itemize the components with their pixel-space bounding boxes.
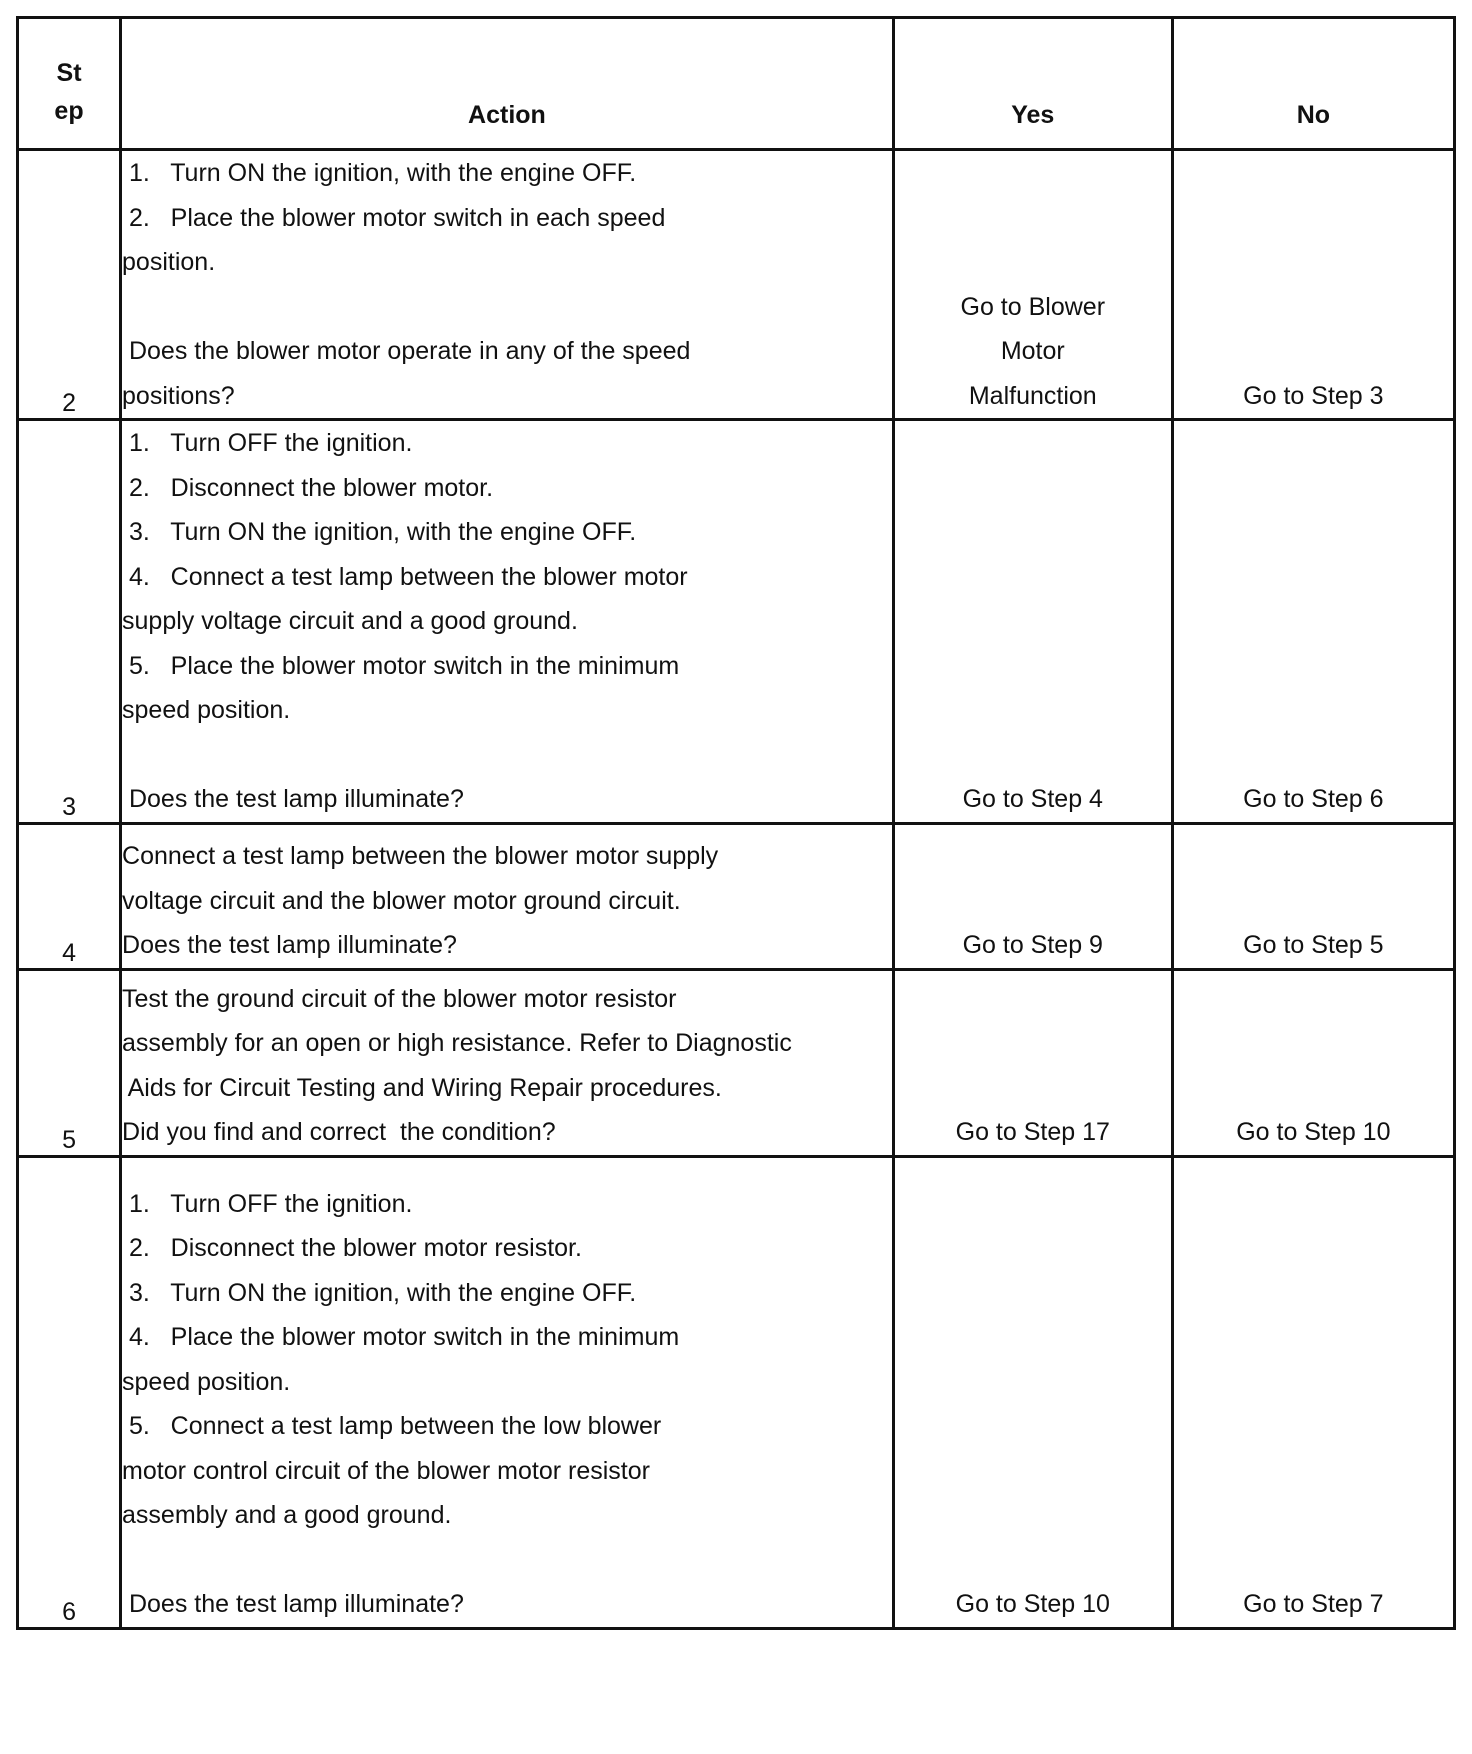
action-line: position. xyxy=(122,248,216,276)
action-cell xyxy=(121,1156,894,1628)
header-yes: Yes xyxy=(893,18,1172,150)
action-cell xyxy=(121,969,894,1156)
no-cell: Go to Step 5 xyxy=(1172,823,1454,969)
diagnostic-table xyxy=(16,16,1456,1630)
action-line-gap xyxy=(122,1538,892,1583)
action-line: supply voltage circuit and a good ground. xyxy=(122,607,578,635)
action-line: voltage circuit and the blower motor ground circuit. xyxy=(122,886,681,915)
header-no: No xyxy=(1172,18,1454,150)
action-line: 2. Place the blower motor switch in each speed xyxy=(122,203,666,232)
action-line: speed position. xyxy=(122,1367,291,1396)
action-line: assembly for an open or high resistance. Refer to Diagnostic xyxy=(122,1029,792,1057)
header-step xyxy=(18,18,121,150)
yes-cell: Go to Step 17 xyxy=(893,969,1172,1156)
no-cell: Go to Step 3 xyxy=(1172,150,1454,420)
action-line: 2. Disconnect the blower motor. xyxy=(122,473,494,502)
action-line: positions? xyxy=(122,381,235,410)
action-line: 2. Disconnect the blower motor resistor. xyxy=(122,1234,582,1262)
header-step-line2: ep xyxy=(54,97,84,125)
step-number: 6 xyxy=(18,1156,121,1628)
action-line: Did you find and correct the condition? xyxy=(122,1118,556,1146)
action-line: Does the test lamp illuminate? xyxy=(122,1590,464,1618)
table-row xyxy=(18,823,1455,969)
action-line: 5. Connect a test lamp between the low blower xyxy=(122,1412,662,1440)
action-line: Test the ground circuit of the blower motor resistor xyxy=(122,984,677,1013)
action-cell xyxy=(121,420,894,824)
action-cell xyxy=(121,823,894,969)
table-row xyxy=(18,420,1455,824)
yes-line: Malfunction xyxy=(968,381,1097,410)
action-line: 4. Place the blower motor switch in the minimum xyxy=(122,1323,680,1351)
table-row xyxy=(18,1156,1455,1628)
action-line: motor control circuit of the blower motor resistor xyxy=(122,1456,650,1485)
header-row xyxy=(18,18,1455,150)
no-cell: Go to Step 10 xyxy=(1172,969,1454,1156)
action-line: speed position. xyxy=(122,696,291,724)
yes-cell xyxy=(893,150,1172,420)
header-action: Action xyxy=(121,18,894,150)
yes-cell: Go to Step 9 xyxy=(893,823,1172,969)
action-line: Connect a test lamp between the blower motor supply xyxy=(122,842,719,870)
step-number: 4 xyxy=(18,823,121,969)
yes-line: Go to Blower xyxy=(960,292,1106,321)
action-line: Does the test lamp illuminate? xyxy=(122,785,464,813)
header-step-line1: St xyxy=(56,59,82,87)
action-line-gap xyxy=(122,733,892,778)
action-line: 3. Turn ON the ignition, with the engine OFF. xyxy=(122,518,637,546)
no-cell: Go to Step 6 xyxy=(1172,420,1454,824)
action-line: 1. Turn OFF the ignition. xyxy=(122,429,413,457)
yes-cell: Go to Step 10 xyxy=(893,1156,1172,1628)
action-line: Does the test lamp illuminate? xyxy=(122,931,457,959)
yes-line: Motor xyxy=(1000,337,1065,365)
action-line: Does the blower motor operate in any of the speed xyxy=(122,337,691,365)
step-number: 5 xyxy=(18,969,121,1156)
action-line: assembly and a good ground. xyxy=(122,1501,452,1529)
action-line-gap xyxy=(122,285,892,330)
step-number: 2 xyxy=(18,150,121,420)
action-line: 3. Turn ON the ignition, with the engine OFF. xyxy=(122,1278,637,1307)
action-cell xyxy=(121,150,894,420)
step-number: 3 xyxy=(18,420,121,824)
action-line: 4. Connect a test lamp between the blower motor xyxy=(122,562,688,591)
action-line: 5. Place the blower motor switch in the minimum xyxy=(122,651,680,680)
no-cell: Go to Step 7 xyxy=(1172,1156,1454,1628)
action-line: 1. Turn OFF the ignition. xyxy=(122,1189,413,1218)
action-line: 1. Turn ON the ignition, with the engine OFF. xyxy=(122,159,637,187)
table-row xyxy=(18,150,1455,420)
action-line: Aids for Circuit Testing and Wiring Repair procedures. xyxy=(122,1073,722,1102)
yes-cell: Go to Step 4 xyxy=(893,420,1172,824)
table-row xyxy=(18,969,1455,1156)
